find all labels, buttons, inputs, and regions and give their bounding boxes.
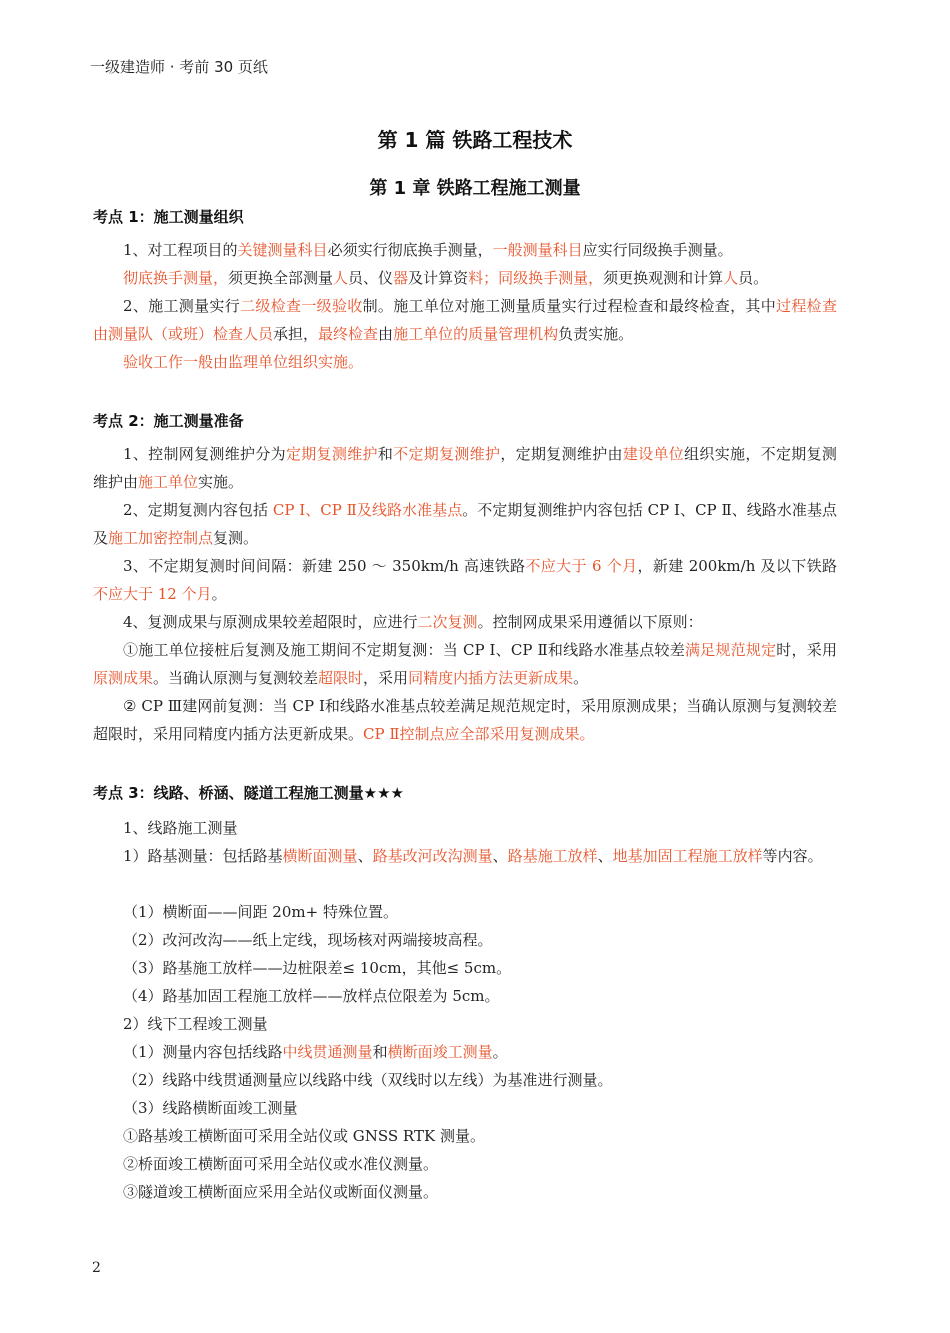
text-run: 员。	[738, 269, 769, 287]
text-run: 由	[378, 325, 394, 343]
paragraph-kp2-6	[93, 692, 837, 748]
highlight-run: 建设单位	[622, 445, 685, 463]
text-run: 。控制网成果采用遵循以下原则：	[477, 613, 703, 631]
text-run: 负责实施。	[558, 325, 634, 343]
text-run: （1）测量内容包括线路	[123, 1043, 283, 1061]
text-run: 及计算资	[408, 269, 469, 287]
highlight-run: 器	[393, 269, 409, 287]
highlight-run: 过程检查由测量队（或班）检查人员	[93, 297, 837, 343]
text-run: 复测。	[213, 529, 259, 547]
text-run: 2、施工测量实行	[123, 297, 241, 315]
paragraph-kp1-4	[93, 348, 837, 376]
paragraph-kp1-3	[93, 292, 837, 348]
highlight-run: 一般测量科目	[492, 241, 583, 259]
text-run: 1、对工程项目的	[123, 241, 238, 259]
paragraph-kp3-2	[93, 842, 837, 870]
text-run: 1）路基测量：包括路基	[123, 847, 283, 865]
text-run: 2、定期复测内容包括	[123, 501, 273, 519]
text-run: ，新建 200km/h 及以下铁路	[637, 557, 837, 575]
text-run: 和	[372, 1043, 388, 1061]
text-run: ①施工单位接桩后复测及施工期间不定期复测：当 CP Ⅰ、CP Ⅱ和线路水准基点较差	[123, 641, 685, 659]
highlight-run: 不应大于 6 个月	[525, 557, 638, 575]
text-run: 制。施工单位对施工测量质量实行过程检查和最终检查，其中	[362, 297, 777, 315]
text-run: 1、控制网复测维护分为	[123, 445, 286, 463]
highlight-run: CP Ⅰ、CP Ⅱ及线路水准基点	[272, 501, 463, 519]
text-run: 承担，	[273, 325, 319, 343]
highlight-run: 超限时	[318, 669, 364, 687]
paragraph-kp3-13: ③隧道竣工横断面应采用全站仪或断面仪测量。	[123, 1183, 439, 1201]
paragraph-kp1-1	[93, 236, 837, 264]
paragraph-kp3-6: （4）路基加固工程施工放样——放样点位限差为 5cm。	[123, 987, 500, 1005]
text-run: 须更换观测和计算	[603, 269, 724, 287]
highlight-run: 施工单位	[138, 473, 199, 491]
text-run: 、	[597, 847, 613, 865]
paragraph-kp2-2	[93, 496, 837, 552]
text-run: ，采用	[363, 669, 409, 687]
highlight-run: 二次复测	[417, 613, 478, 631]
highlight-run: 路基施工放样	[507, 847, 598, 865]
highlight-run: 横断面竣工测量	[387, 1043, 493, 1061]
paragraph-kp3-11: ①路基竣工横断面可采用全站仪或 GNSS RTK 测量。	[123, 1127, 485, 1145]
highlight-run: 横断面测量	[282, 847, 358, 865]
highlight-run: 中线贯通测量	[282, 1043, 373, 1061]
text-run: 。当确认原测与复测较差	[153, 669, 319, 687]
text-run: 组织实施，不定期复测维护由	[93, 445, 837, 491]
text-run: ，定期复测维护由	[500, 445, 623, 463]
highlight-run: 不应大于 12 个月	[93, 585, 212, 603]
paragraph-kp3-4: （2）改河改沟——纸上定线，现场核对两端接坡高程。	[123, 931, 493, 949]
text-run: 。不定期复测维护内容包括 CP Ⅰ、CP Ⅱ、线路水准基点及	[93, 501, 837, 547]
paragraph-kp3-7: 2）线下工程竣工测量	[123, 1015, 268, 1033]
highlight-run: 料；同级换手测量，	[468, 269, 604, 287]
text-run: 实施。	[198, 473, 244, 491]
highlight-run: 定期复测维护	[285, 445, 378, 463]
highlight-run: 路基改河改沟测量	[372, 847, 493, 865]
highlight-run: 关键测量科目	[237, 241, 328, 259]
text-run: 。	[573, 669, 589, 687]
text-run: 、	[492, 847, 508, 865]
highlight-run: CP Ⅱ控制点应全部采用复测成果。	[363, 725, 595, 743]
text-run: 等内容。	[762, 847, 823, 865]
section-heading-kp1: 考点 1：施工测量组织	[93, 208, 244, 226]
text-run: ② CP Ⅲ建网前复测：当 CP Ⅰ和线路水准基点较差满足规范规定时，采用原测成果；当确认原测与复测较差超限时，采用同精度内插方法更新成果。	[93, 697, 837, 743]
paragraph-kp3-9: （2）线路中线贯通测量应以线路中线（双线时以左线）为基准进行测量。	[123, 1071, 613, 1089]
text-run: 时，采用	[776, 641, 837, 659]
highlight-run: 人	[333, 269, 349, 287]
text-run: 和	[377, 445, 394, 463]
highlight-run: 最终检查	[318, 325, 379, 343]
text-run: 、	[357, 847, 373, 865]
text-run: 应实行同级换手测量。	[582, 241, 733, 259]
paragraph-kp2-5	[93, 636, 837, 692]
paragraph-kp3-12: ②桥面竣工横断面可采用全站仪或水准仪测量。	[123, 1155, 439, 1173]
text-run: 员、仪	[348, 269, 394, 287]
highlight-run: 二级检查一级验收	[240, 297, 363, 315]
section-heading-kp3: 考点 3：线路、桥涵、隧道工程施工测量★★★	[93, 784, 405, 802]
page-number: 2	[92, 1260, 101, 1276]
highlight-run: 人	[723, 269, 739, 287]
highlight-run: 原测成果	[93, 669, 154, 687]
text-run: 3、不定期复测时间间隔：新建 250 ～ 350km/h 高速铁路	[123, 557, 526, 575]
highlight-run: 同精度内插方法更新成果	[408, 669, 574, 687]
paragraph-kp3-3: （1）横断面——间距 20m+ 特殊位置。	[123, 903, 398, 921]
text-run: 4、复测成果与原测成果较差超限时，应进行	[123, 613, 418, 631]
highlight-run: 施工单位的质量管理机构	[393, 325, 559, 343]
paragraph-kp3-1: 1、线路施工测量	[123, 819, 238, 837]
part-title: 第 1 篇 铁路工程技术	[377, 128, 573, 152]
text-run: 。	[492, 1043, 508, 1061]
paragraph-kp2-3	[93, 552, 837, 608]
highlight-run: 地基加固工程施工放样	[612, 847, 763, 865]
page-header: 一级建造师 · 考前 30 页纸	[90, 58, 268, 76]
highlight-run: 满足规范规定	[684, 641, 777, 659]
paragraph-kp3-8	[93, 1038, 837, 1066]
paragraph-kp2-4	[93, 608, 837, 636]
paragraph-kp1-2	[93, 264, 837, 292]
section-heading-kp2: 考点 2：施工测量准备	[93, 412, 244, 430]
highlight-run: 施工加密控制点	[108, 529, 214, 547]
paragraph-kp3-10: （3）线路横断面竣工测量	[123, 1099, 298, 1117]
paragraph-kp2-1	[93, 440, 837, 496]
text-run: 须更换全部测量	[228, 269, 334, 287]
text-run: 。	[211, 585, 227, 603]
highlight-run: 彻底换手测量，	[123, 269, 229, 287]
highlight-run: 验收工作一般由监理单位组织实施。	[123, 353, 364, 371]
paragraph-kp3-5: （3）路基施工放样——边桩限差≤ 10cm，其他≤ 5cm。	[123, 959, 512, 977]
chapter-title: 第 1 章 铁路工程施工测量	[369, 178, 581, 199]
text-run: 必须实行彻底换手测量，	[327, 241, 493, 259]
highlight-run: 不定期复测维护	[393, 445, 501, 463]
